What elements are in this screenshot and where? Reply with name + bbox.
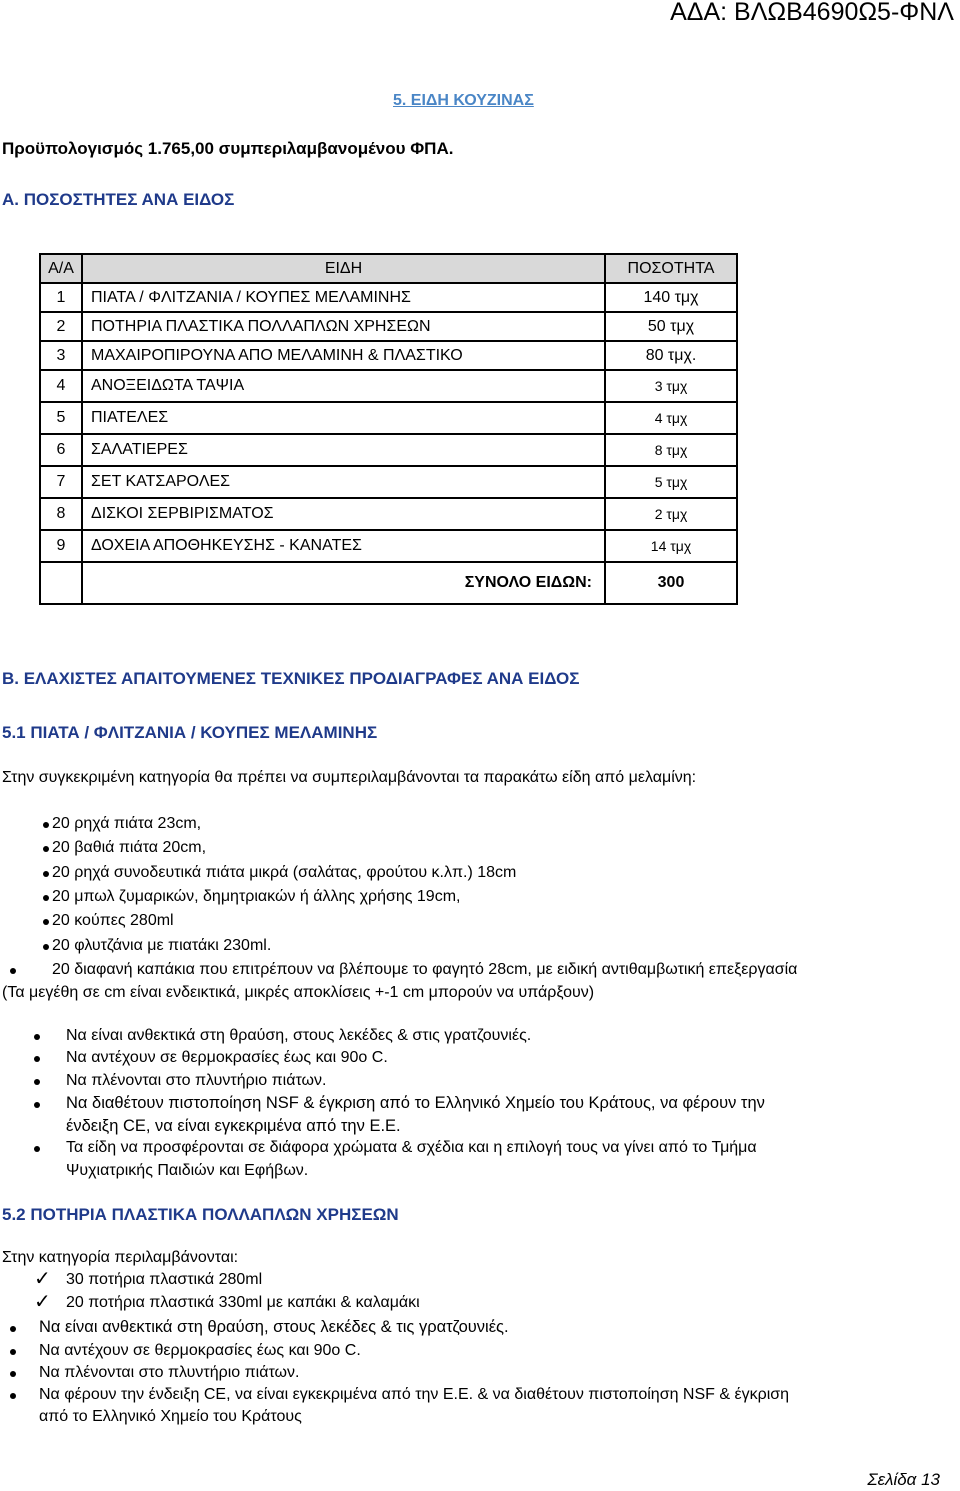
section-title: 5. ΕΙΔΗ ΚΟΥΖΙΝΑΣ bbox=[393, 92, 534, 109]
bullet-icon bbox=[43, 822, 49, 828]
bullet-icon bbox=[43, 895, 49, 901]
row-item: ΔΟΧΕΙΑ ΑΠΟΘΗΚΕΥΣΗΣ - ΚΑΝΑΤΕΣ bbox=[82, 530, 605, 562]
bullet-icon bbox=[43, 919, 49, 925]
requirement-item-continuation: ένδειξη CE, να είναι εγκεκριμένα από την Ε.Ε. bbox=[66, 1117, 401, 1135]
row-number: 3 bbox=[40, 341, 82, 370]
table-row bbox=[40, 283, 737, 312]
requirement-item: Να είναι ανθεκτικά στη θραύση, στους λεκέδες & στις γρατζουνιές. bbox=[66, 1027, 532, 1044]
section-5-2-title: 5.2 ΠΟΤΗΡΙΑ ΠΛΑΣΤΙΚΑ ΠΟΛΛΑΠΛΩΝ ΧΡΗΣΕΩΝ bbox=[2, 1205, 399, 1224]
row-item: ΠΙΑΤΑ / ΦΛΙΤΖΑΝΙΑ / ΚΟΥΠΕΣ ΜΕΛΑΜΙΝΗΣ bbox=[82, 283, 605, 312]
requirement-item: Να διαθέτουν πιστοποίηση NSF & έγκριση από το Ελληνικό Χημείο του Κράτους, να φέρουν την bbox=[66, 1094, 765, 1112]
list-item: 20 ρηχά πιάτα 23cm, bbox=[52, 815, 202, 832]
total-label: ΣΥΝΟΛΟ ΕΙΔΩΝ: bbox=[82, 562, 605, 604]
row-item: ΠΙΑΤΕΛΕΣ bbox=[82, 402, 605, 434]
table-header-row bbox=[40, 254, 737, 283]
row-item: ΣΕΤ ΚΑΤΣΑΡΟΛΕΣ bbox=[82, 466, 605, 498]
row-number: 7 bbox=[40, 466, 82, 498]
list-item: 20 βαθιά πιάτα 20cm, bbox=[52, 839, 207, 856]
bullet-icon bbox=[10, 1371, 16, 1377]
bullet-icon bbox=[34, 1102, 40, 1108]
requirement-item: Να αντέχουν σε θερμοκρασίες έως και 90ο C. bbox=[66, 1049, 388, 1066]
section-5-1-intro: Στην συγκεκριμένη κατηγορία θα πρέπει να συμπεριλαμβάνονται τα παρακάτω είδη από μελαμίνη: bbox=[2, 769, 697, 786]
bullet-icon bbox=[43, 871, 49, 877]
row-quantity: 8 τμχ bbox=[605, 434, 737, 466]
bullet-icon bbox=[43, 944, 49, 950]
row-item: ΜΑΧΑΙΡΟΠΙΡΟΥΝΑ ΑΠΟ ΜΕΛΑΜΙΝΗ & ΠΛΑΣΤΙΚΟ bbox=[82, 341, 605, 370]
bullet-icon bbox=[10, 1349, 16, 1355]
table-row bbox=[40, 434, 737, 466]
bullet-icon bbox=[10, 968, 16, 974]
requirement-item: Να είναι ανθεκτικά στη θραύση, στους λεκέδες & τις γρατζουνιές. bbox=[39, 1318, 509, 1336]
list-item: 20 φλυτζάνια με πιατάκι 230ml. bbox=[52, 937, 272, 954]
table-row bbox=[40, 498, 737, 530]
header-aa: Α/Α bbox=[40, 254, 82, 283]
list-item: 20 κούπες 280ml bbox=[52, 912, 174, 929]
bullet-icon bbox=[34, 1056, 40, 1062]
bullet-icon bbox=[43, 846, 49, 852]
list-item: 20 ρηχά συνοδευτικά πιάτα μικρά (σαλάτας, φρούτου κ.λπ.) 18cm bbox=[52, 864, 517, 881]
total-empty-cell bbox=[40, 562, 82, 604]
row-item: ΔΙΣΚΟΙ ΣΕΡΒΙΡΙΣΜΑΤΟΣ bbox=[82, 498, 605, 530]
requirement-item-continuation: Ψυχιατρικής Παιδιών και Εφήβων. bbox=[66, 1162, 309, 1179]
size-note: (Τα μεγέθη σε cm είναι ενδεικτικά, μικρές αποκλίσεις +-1 cm μπορούν να υπάρξουν) bbox=[2, 984, 595, 1001]
row-quantity: 140 τμχ bbox=[605, 283, 737, 312]
bullet-icon bbox=[10, 1393, 16, 1399]
table-row bbox=[40, 312, 737, 341]
row-item: ΠΟΤΗΡΙΑ ΠΛΑΣΤΙΚΑ ΠΟΛΛΑΠΛΩΝ ΧΡΗΣΕΩΝ bbox=[82, 312, 605, 341]
header-items: ΕΙΔΗ bbox=[82, 254, 605, 283]
requirement-item: Να πλένονται στο πλυντήριο πιάτων. bbox=[39, 1364, 300, 1381]
list-item: 20 μπωλ ζυμαρικών, δημητριακών ή άλλης χρήσης 19cm, bbox=[52, 888, 461, 905]
section-5-2-intro: Στην κατηγορία περιλαμβάνονται: bbox=[2, 1249, 239, 1266]
table-row bbox=[40, 530, 737, 562]
total-value: 300 bbox=[605, 562, 737, 604]
requirement-item: Να φέρουν την ένδειξη CE, να είναι εγκεκριμένα από την Ε.Ε. & να διαθέτουν πιστοποίηση NSF & έγκριση bbox=[39, 1386, 790, 1403]
check-icon: ✓ bbox=[34, 1266, 51, 1290]
check-item: 20 ποτήρια πλαστικά 330ml με καπάκι & καλαμάκι bbox=[66, 1294, 420, 1311]
bullet-icon bbox=[10, 1326, 16, 1332]
bullet-icon bbox=[34, 1034, 40, 1040]
requirement-item: Να πλένονται στο πλυντήριο πιάτων. bbox=[66, 1072, 327, 1089]
table-row bbox=[40, 466, 737, 498]
section-5-1-title: 5.1 ΠΙΑΤΑ / ΦΛΙΤΖΑΝΙΑ / ΚΟΥΠΕΣ ΜΕΛΑΜΙΝΗΣ bbox=[2, 723, 378, 742]
bullet-icon bbox=[34, 1146, 40, 1152]
page-number: Σελίδα 13 bbox=[867, 1470, 940, 1489]
check-item: 30 ποτήρια πλαστικά 280ml bbox=[66, 1271, 263, 1288]
requirement-item-continuation: από το Ελληνικό Χημείο του Κράτους bbox=[39, 1408, 302, 1425]
table-row bbox=[40, 341, 737, 370]
row-number: 8 bbox=[40, 498, 82, 530]
row-quantity: 3 τμχ bbox=[605, 370, 737, 402]
table-total-row bbox=[40, 562, 737, 604]
quantities-table bbox=[39, 253, 738, 605]
header-quantity: ΠΟΣΟΤΗΤΑ bbox=[605, 254, 737, 283]
row-number: 5 bbox=[40, 402, 82, 434]
list-item: 20 διαφανή καπάκια που επιτρέπουν να βλέπουμε το φαγητό 28cm, με ειδική αντιθαμβωτική επεξεργασία bbox=[52, 961, 798, 978]
check-icon: ✓ bbox=[34, 1289, 51, 1313]
bullet-icon bbox=[34, 1079, 40, 1085]
row-number: 4 bbox=[40, 370, 82, 402]
row-quantity: 80 τμχ. bbox=[605, 341, 737, 370]
row-number: 9 bbox=[40, 530, 82, 562]
heading-b: Β. ΕΛΑΧΙΣΤΕΣ ΑΠΑΙΤΟΥΜΕΝΕΣ ΤΕΧΝΙΚΕΣ ΠΡΟΔΙΑΓΡΑΦΕΣ ΑΝΑ ΕΙΔΟΣ bbox=[2, 669, 580, 688]
ada-code: ΑΔΑ: ΒΛΩΒ4690Ω5-ΦΝΛ bbox=[670, 0, 954, 26]
row-quantity: 50 τμχ bbox=[605, 312, 737, 341]
table-row bbox=[40, 402, 737, 434]
table-row bbox=[40, 370, 737, 402]
budget-text: Προϋπολογισμός 1.765,00 συμπεριλαμβανομένου ΦΠΑ. bbox=[2, 139, 454, 158]
row-item: ΣΑΛΑΤΙΕΡΕΣ bbox=[82, 434, 605, 466]
row-quantity: 2 τμχ bbox=[605, 498, 737, 530]
row-quantity: 14 τμχ bbox=[605, 530, 737, 562]
heading-a: Α. ΠΟΣΟΣΤΗΤΕΣ ΑΝΑ ΕΙΔΟΣ bbox=[2, 190, 235, 209]
row-quantity: 5 τμχ bbox=[605, 466, 737, 498]
row-number: 2 bbox=[40, 312, 82, 341]
row-number: 6 bbox=[40, 434, 82, 466]
row-number: 1 bbox=[40, 283, 82, 312]
row-item: ΑΝΟΞΕΙΔΩΤΑ ΤΑΨΙΑ bbox=[82, 370, 605, 402]
requirement-item: Τα είδη να προσφέρονται σε διάφορα χρώματα & σχέδια και η επιλογή τους να γίνει από το Τμήμα bbox=[66, 1139, 757, 1156]
requirement-item: Να αντέχουν σε θερμοκρασίες έως και 90ο C. bbox=[39, 1342, 361, 1359]
row-quantity: 4 τμχ bbox=[605, 402, 737, 434]
